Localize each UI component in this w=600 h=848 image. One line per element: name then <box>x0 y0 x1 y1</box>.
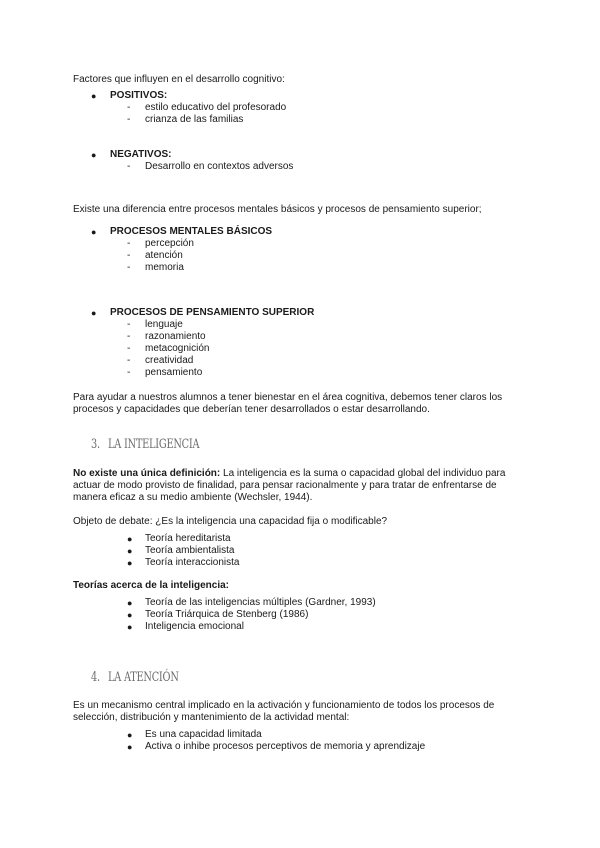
bullet-icon: ● <box>127 730 133 740</box>
diferencia-text: Existe una diferencia entre procesos mentales básicos y procesos de pensamiento superior; <box>73 204 482 215</box>
list-item: Activa o inhibe procesos perceptivos de memoria y aprendizaje <box>145 741 426 752</box>
list-item: memoria <box>145 262 184 273</box>
list-item: estilo educativo del profesorado <box>145 102 287 113</box>
bullet-icon: ● <box>127 546 133 556</box>
bienestar-paragraph: Para ayudar a nuestros alumnos a tener bienestar en el área cognitiva, debemos tener claros los procesos y capacidades que deberían tener desarrollados o estar desarrollando. <box>73 392 503 415</box>
list-item: atención <box>145 250 183 261</box>
bullet-icon: ● <box>127 598 133 608</box>
list-item: Teoría Triárquica de Stenberg (1986) <box>145 609 309 620</box>
section-number: 4. <box>91 670 100 685</box>
list-item: crianza de las familias <box>145 114 244 125</box>
dash-icon: - <box>127 102 131 113</box>
dash-icon: - <box>127 250 131 261</box>
negativos-label: NEGATIVOS: <box>110 149 172 160</box>
dash-icon: - <box>127 238 131 249</box>
list-item: Teoría de las inteligencias múltiples (Gardner, 1993) <box>145 597 376 608</box>
dash-icon: - <box>127 343 131 354</box>
superior-label: PROCESOS DE PENSAMIENTO SUPERIOR <box>110 307 315 318</box>
teorias-label: Teorías acerca de la inteligencia: <box>73 580 229 591</box>
list-item: creatividad <box>145 355 194 366</box>
dash-icon: - <box>127 355 131 366</box>
bullet-icon: ● <box>91 308 97 318</box>
dash-icon: - <box>127 114 131 125</box>
list-item: razonamiento <box>145 331 206 342</box>
bullet-icon: ● <box>127 622 133 632</box>
dash-icon: - <box>127 319 131 330</box>
bullet-icon: ● <box>91 150 97 160</box>
list-item: lenguaje <box>145 319 183 330</box>
intro-text: Factores que influyen en el desarrollo cognitivo: <box>73 74 285 85</box>
definicion-paragraph <box>73 468 523 504</box>
section-title: LA ATENCIÓN <box>108 670 179 685</box>
section-number: 3. <box>91 437 100 452</box>
list-item: metacognición <box>145 343 210 354</box>
list-item: Inteligencia emocional <box>145 621 244 632</box>
bullet-icon: ● <box>127 610 133 620</box>
bullet-icon: ● <box>127 534 133 544</box>
section-title: LA INTELIGENCIA <box>108 437 200 452</box>
bullet-icon: ● <box>127 742 133 752</box>
definicion-bold: No existe una única definición: <box>73 468 221 479</box>
debate-text: Objeto de debate: ¿Es la inteligencia una capacidad fija o modificable? <box>73 516 388 527</box>
bullet-icon: ● <box>91 227 97 237</box>
list-item: percepción <box>145 238 194 249</box>
list-item: Teoría hereditarista <box>145 533 231 544</box>
dash-icon: - <box>127 367 131 378</box>
definicion-text: La inteligencia es la suma o capacidad global del individuo para actuar de modo provisto de finalidad, para pensar racionalmente y para tratar de enfrentarse de manera eficaz a su medio ambiente (Wechsler, 1944). <box>73 468 506 503</box>
dash-icon: - <box>127 262 131 273</box>
dash-icon: - <box>127 331 131 342</box>
positivos-label: POSITIVOS: <box>110 90 168 101</box>
bullet-icon: ● <box>127 558 133 568</box>
list-item: Desarrollo en contextos adversos <box>145 161 294 172</box>
bullet-icon: ● <box>91 91 97 101</box>
list-item: pensamiento <box>145 367 203 378</box>
dash-icon: - <box>127 161 131 172</box>
basicos-label: PROCESOS MENTALES BÁSICOS <box>110 226 273 237</box>
list-item: Es una capacidad limitada <box>145 729 262 740</box>
list-item: Teoría interaccionista <box>145 557 240 568</box>
list-item: Teoría ambientalista <box>145 545 235 556</box>
atencion-paragraph: Es un mecanismo central implicado en la activación y funcionamiento de todos los procesos de selección, distribución y mantenimiento de la actividad mental: <box>73 700 495 723</box>
